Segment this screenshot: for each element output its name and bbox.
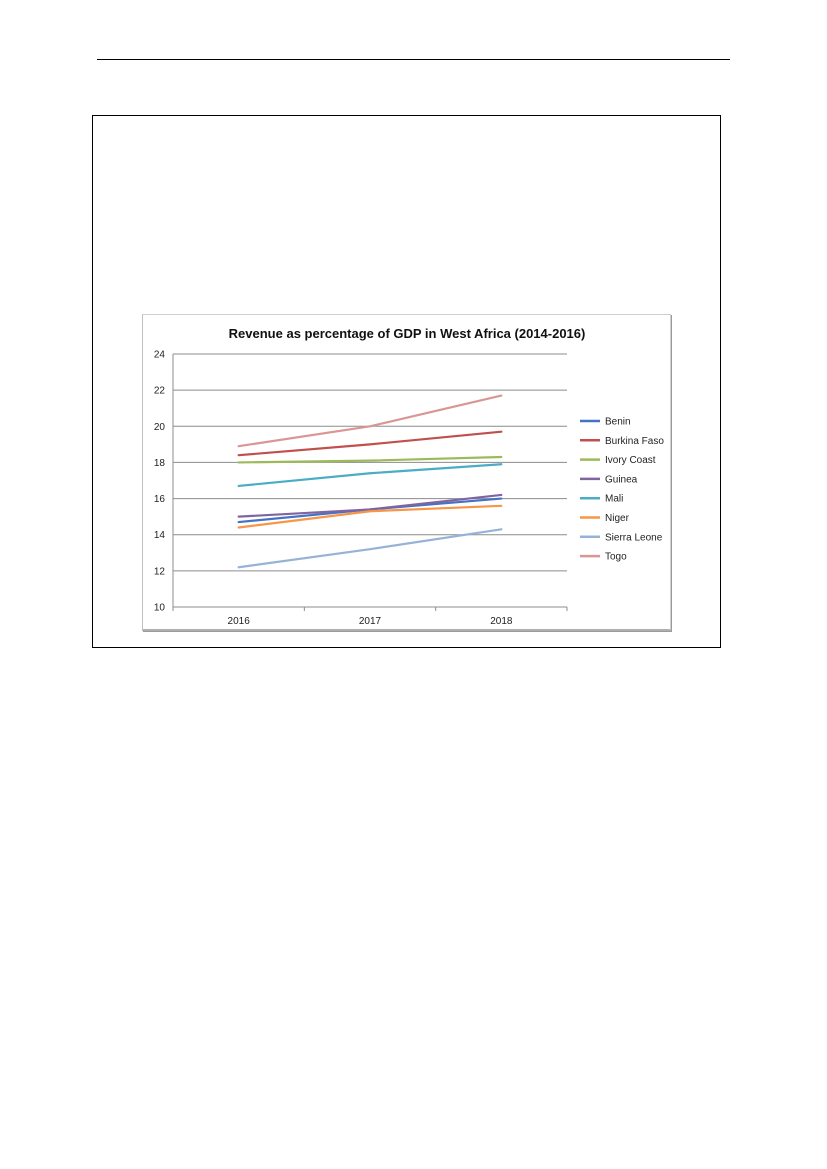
chart-title: Revenue as percentage of GDP in West Africa (2014-2016): [228, 326, 586, 341]
legend-label: Ivory Coast: [605, 455, 656, 467]
line-chart: [143, 315, 672, 632]
series-lines: [239, 396, 502, 568]
y-tick-label: 20: [153, 421, 165, 433]
series-line-ivory-coast: [239, 457, 502, 462]
gridlines: [173, 354, 567, 607]
x-tick-label: 2018: [490, 616, 513, 627]
x-axis-ticks: [173, 607, 567, 627]
legend-label: Guinea: [605, 474, 638, 486]
y-tick-label: 10: [153, 602, 165, 614]
y-tick-label: 16: [153, 494, 165, 506]
chart-area: [142, 314, 671, 631]
legend-label: Burkina Faso: [605, 435, 664, 447]
header-rule: [97, 59, 730, 60]
x-tick-label: 2017: [358, 616, 382, 627]
series-line-togo: [239, 396, 502, 447]
x-tick-label: 2016: [227, 616, 250, 627]
legend-label: Niger: [605, 513, 629, 524]
legend-label: Benin: [605, 416, 631, 428]
series-line-mali: [239, 464, 502, 486]
series-line-burkina-faso: [239, 432, 502, 455]
y-tick-label: 14: [153, 530, 165, 542]
legend-label: Mali: [605, 493, 624, 505]
y-tick-label: 22: [153, 385, 165, 397]
y-axis-ticks: [154, 350, 166, 614]
legend-label: Togo: [605, 551, 627, 563]
legend-label: Sierra Leone: [605, 532, 663, 544]
y-tick-label: 24: [153, 349, 165, 361]
y-tick-label: 18: [153, 457, 165, 469]
y-tick-label: 12: [153, 566, 165, 578]
legend: [580, 417, 664, 563]
